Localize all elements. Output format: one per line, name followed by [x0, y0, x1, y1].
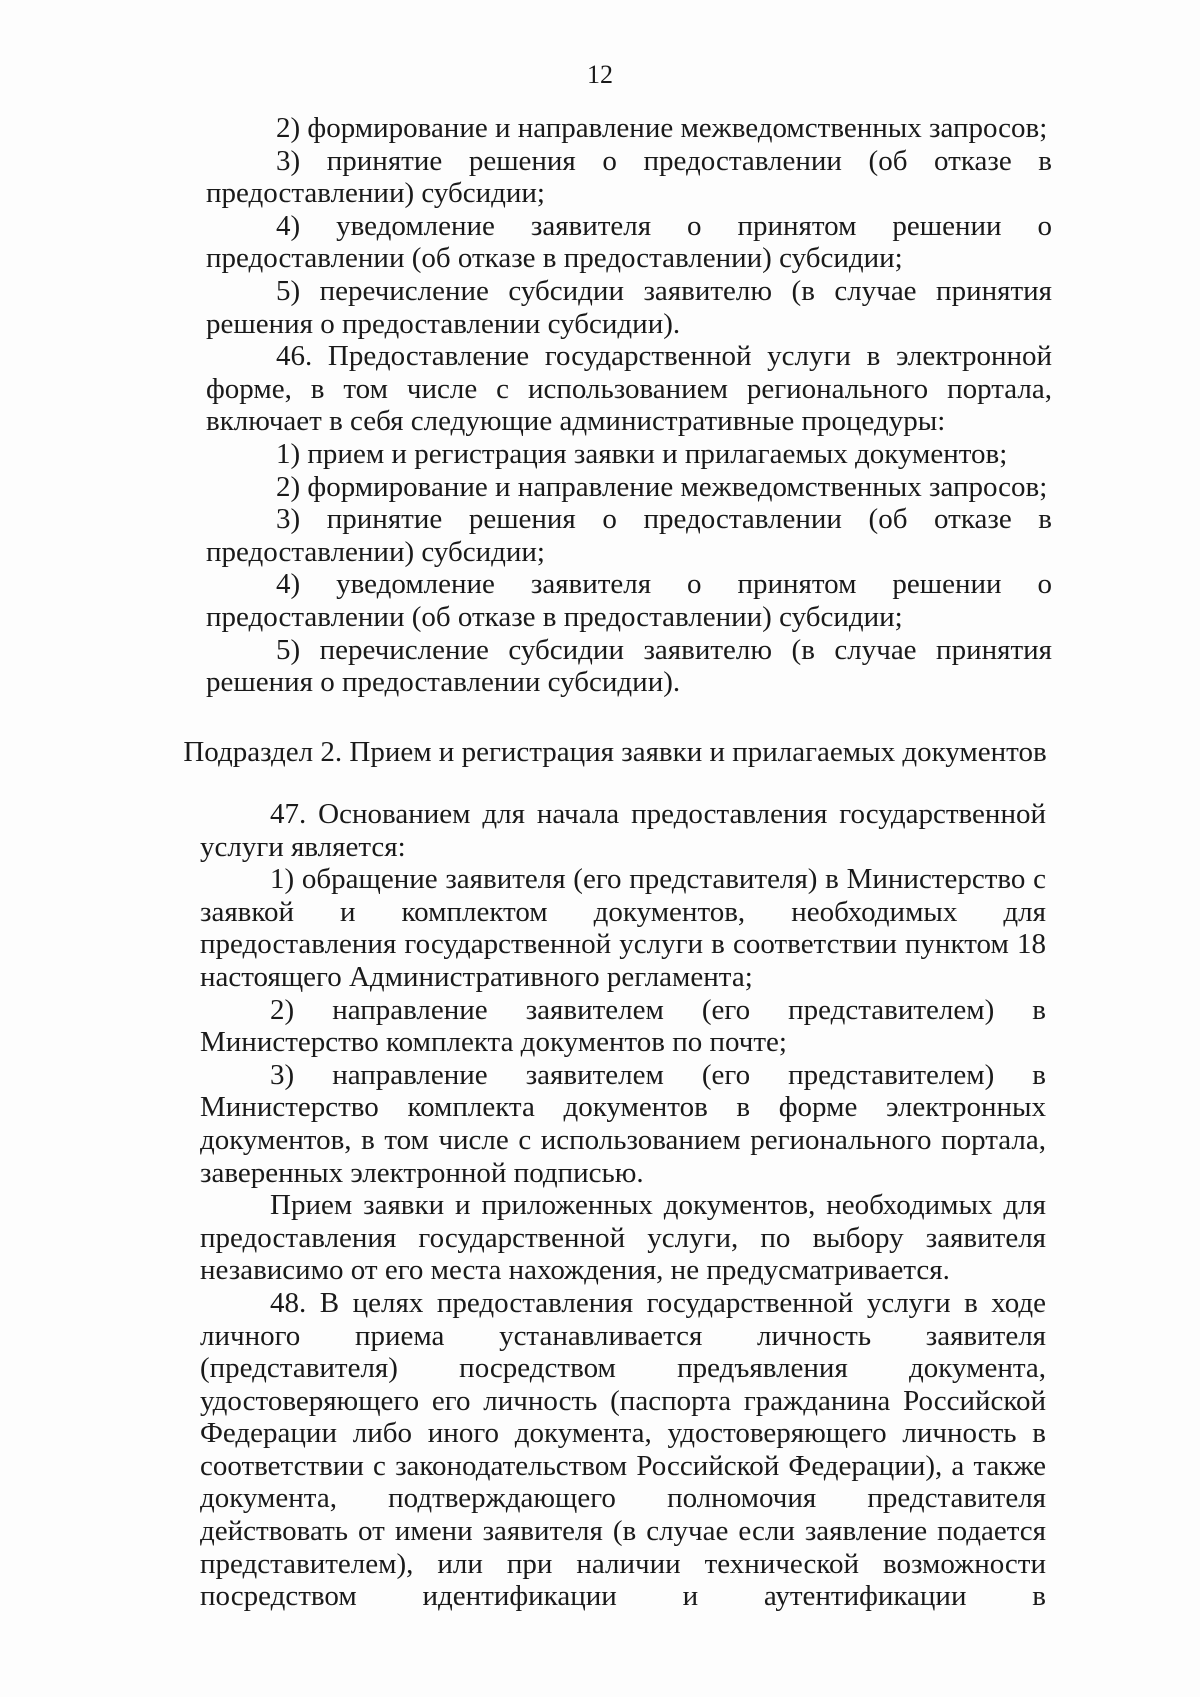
paragraph-3: 4) уведомление заявителя о принятом решении о предоставлении (об отказе в предоставлении) субсидии; [206, 209, 1052, 275]
paragraph-sub2-4: 3) направление заявителем (его представителем) в Министерство комплекта документов в форме электронных документов, в том числе с использованием регионального портала, заверенных электронной подписью. [200, 1058, 1046, 1189]
paragraph-47-48-section [200, 798, 1046, 1613]
paragraph-9: 4) уведомление заявителя о принятом решении о предоставлении (об отказе в предоставлении) субсидии; [206, 568, 1052, 633]
paragraph-sub2-2: 1) обращение заявителя (его представителя) в Министерство с заявкой и комплектом документов, необходимых для предоставления государственной услуги в соответствии пунктом 18 настоящего Административного регламента; [200, 863, 1046, 993]
procedures-section [206, 112, 1052, 699]
paragraph-sub2-6: 48. В целях предоставления государственной услуги в ходе личного приема устанавливается личность заявителя (представителя) посредством предъявления документа, удостоверяющего его личность (паспорта гражданина Российской Федерации либо иного документа, удостоверяющего личность в соответствии с законодательством Российской Федерации), а также документа, подтверждающего полномочия представителя действовать от имени заявителя (в случае если заявление подается представителем), или при наличии технической возможности посредством идентификации и аутентификации в [200, 1286, 1046, 1613]
paragraph-sub2-5: Прием заявки и приложенных документов, необходимых для предоставления государственной услуги, по выбору заявителя независимо от его места нахождения, не предусматривается. [200, 1189, 1046, 1287]
paragraph-6: 1) прием и регистрация заявки и прилагаемых документов; [276, 437, 1008, 470]
page-number: 12 [587, 60, 613, 89]
paragraph-sub2-3: 2) направление заявителем (его представителем) в Министерство комплекта документов по почте; [200, 993, 1046, 1059]
paragraph-7: 2) формирование и направление межведомственных запросов; [276, 470, 1048, 503]
paragraph-2: 3) принятие решения о предоставлении (об отказе в предоставлении) субсидии; [206, 144, 1052, 210]
paragraph-5: 46. Предоставление государственной услуги в электронной форме, в том числе с использованием регионального портала, включает в себя следующие административные процедуры: [206, 340, 1052, 438]
paragraph-4: 5) перечисление субсидии заявителю (в случае принятия решения о предоставлении субсидии). [206, 274, 1052, 340]
paragraph-1: 2) формирование и направление межведомственных запросов; [276, 112, 1048, 144]
paragraph-sub2-1: 47. Основанием для начала предоставления государственной услуги является: [200, 798, 1046, 863]
subsection-heading: Подраздел 2. Прием и регистрация заявки и прилагаемых документов [183, 736, 1047, 768]
paragraph-8: 3) принятие решения о предоставлении (об отказе в предоставлении) субсидии; [206, 503, 1052, 568]
paragraph-10: 5) перечисление субсидии заявителю (в случае принятия решения о предоставлении субсидии). [206, 633, 1052, 699]
